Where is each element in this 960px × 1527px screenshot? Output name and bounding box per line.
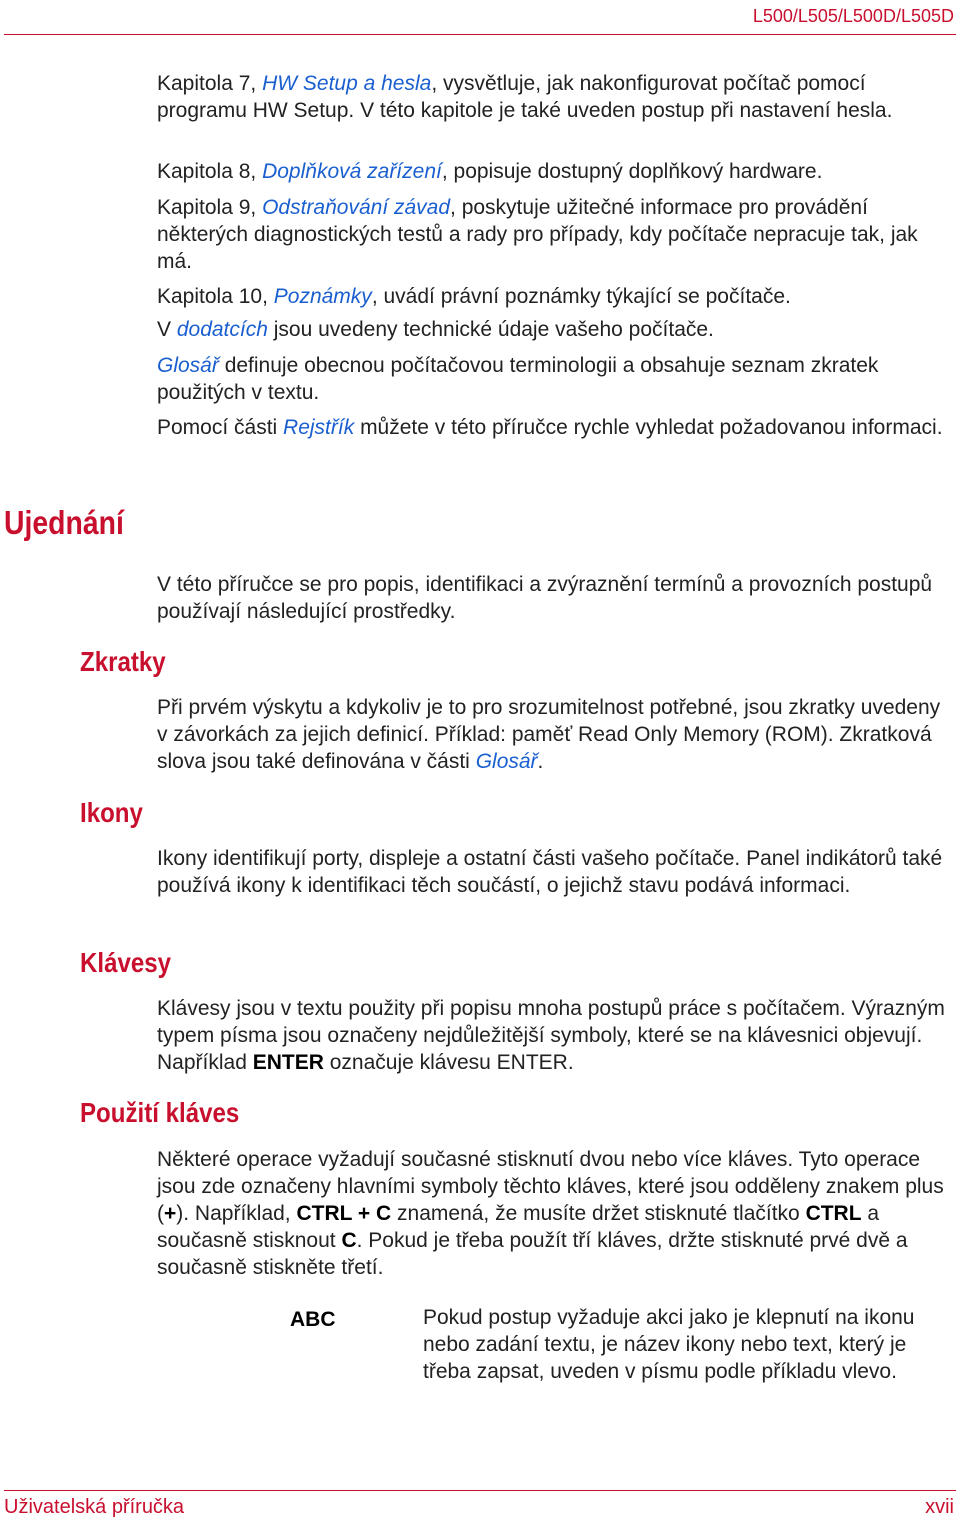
chapter-10-paragraph (157, 283, 952, 310)
keys-paragraph (157, 995, 952, 1076)
abbreviations-glossary-link[interactable]: Glosář (475, 750, 538, 773)
chapter-9-paragraph (157, 194, 952, 275)
chapter-9-link[interactable]: Odstraňování závad (262, 196, 451, 219)
chapter-7-link[interactable]: HW Setup a hesla (262, 72, 432, 95)
chapter-8-prefix: Kapitola 8, (157, 160, 263, 183)
keys-text: Klávesy jsou v textu použity při popisu mnoha postupů práce s počítačem. Výrazným typem písma jsou označeny nejdůležitější symboly, které se na klávesnici objevují. Například (157, 997, 945, 1074)
appendix-description: jsou uvedeny technické údaje vašeho počítače. (267, 318, 714, 341)
subheading-icons: Ikony (80, 797, 143, 828)
chapter-8-description: , popisuje dostupný doplňkový hardware. (441, 160, 823, 183)
footer-page-number: xvii (925, 1496, 954, 1518)
ctrl-key-label: CTRL (805, 1202, 862, 1225)
index-description: můžete v této příručce rychle vyhledat požadovanou informaci. (354, 416, 943, 439)
appendix-link[interactable]: dodatcích (176, 318, 268, 341)
ctrl-c-key-label: CTRL + C (296, 1202, 392, 1225)
subheading-keys: Klávesy (80, 947, 172, 978)
subheading-key-usage: Použití kláves (80, 1097, 240, 1128)
chapter-7-prefix: Kapitola 7, (157, 72, 263, 95)
enter-key-label: ENTER (252, 1051, 324, 1074)
example-description: Pokud postup vyžaduje akci jako je klepnutí na ikonu nebo zadání textu, je název ikony nebo text, který je třeba zapsat, uveden v písmu podle příkladu vlevo. (423, 1306, 915, 1383)
chapter-9-description: , poskytuje užitečné informace pro provádění některých diagnostických testů a rady pro případy, kdy počítače nepracuje tak, jak má. (157, 196, 918, 273)
chapter-8-paragraph (157, 158, 952, 185)
key-usage-text-4: a současně stisknout (157, 1202, 880, 1252)
glossary-link[interactable]: Glosář (157, 354, 219, 377)
appendix-paragraph (157, 316, 952, 343)
index-prefix: Pomocí části (157, 416, 284, 439)
key-usage-text-2: ). Například, (176, 1202, 297, 1225)
chapter-10-prefix: Kapitola 10, (157, 285, 274, 308)
header-divider (4, 34, 956, 35)
index-paragraph (157, 414, 952, 441)
glossary-paragraph (157, 352, 952, 406)
plus-key-label: + (164, 1202, 177, 1225)
chapter-10-description: , uvádí právní poznámky týkající se počítače. (371, 285, 791, 308)
abbreviations-paragraph (157, 694, 952, 775)
chapter-8-link[interactable]: Doplňková zařízení (262, 160, 442, 183)
footer-manual-title: Uživatelská příručka (4, 1496, 185, 1518)
key-usage-text-3: znamená, že musíte držet stisknuté tlačítko (391, 1202, 806, 1225)
abbreviations-text-end: . (537, 750, 544, 773)
document-model-header: L500/L505/L500D/L505D (752, 6, 954, 26)
chapter-9-prefix: Kapitola 9, (157, 196, 263, 219)
section-heading-conventions: Ujednání (4, 504, 124, 541)
subheading-abbreviations: Zkratky (80, 646, 166, 677)
glossary-description: definuje obecnou počítačovou terminologii a obsahuje seznam zkratek použitých v textu. (157, 354, 879, 404)
conventions-paragraph: V této příručce se pro popis, identifikaci a zvýraznění termínů a provozních postupů používají následující prostředky. (157, 573, 933, 623)
chapter-7-description: , vysvětluje, jak nakonfigurovat počítač pomocí programu HW Setup. V této kapitole je také uveden postup při nastavení hesla. (157, 72, 893, 122)
keys-text-end: označuje klávesu ENTER. (323, 1051, 574, 1074)
appendix-prefix: V (157, 318, 177, 341)
footer-divider (4, 1490, 956, 1491)
c-key-label: C (341, 1229, 357, 1252)
index-link[interactable]: Rejstřík (283, 416, 355, 439)
key-usage-text-1: Některé operace vyžadují současné stisknutí dvou nebo více kláves. Tyto operace jsou zde označeny hlavními symboly těchto kláves, které jsou odděleny znakem plus ( (157, 1148, 944, 1225)
key-usage-paragraph (157, 1146, 952, 1281)
abbreviations-text: Při prvém výskytu a kdykoliv je to pro srozumitelnost potřebné, jsou zkratky uvedeny v závorkách za jejich definicí. Příklad: paměť Read Only Memory (ROM). Zkratková slova jsou také definována v části (157, 696, 941, 773)
chapter-7-paragraph (157, 70, 952, 124)
example-key-abc: ABC (290, 1308, 336, 1331)
chapter-10-link[interactable]: Poznámky (273, 285, 372, 308)
key-usage-text-5: . Pokud je třeba použít tří kláves, držte stisknuté prvé dvě a současně stiskněte třetí. (157, 1229, 908, 1279)
icons-paragraph: Ikony identifikují porty, displeje a ostatní části vašeho počítače. Panel indikátorů také používá ikony k identifikaci těch součástí, o jejichž stavu podává informaci. (157, 847, 943, 897)
